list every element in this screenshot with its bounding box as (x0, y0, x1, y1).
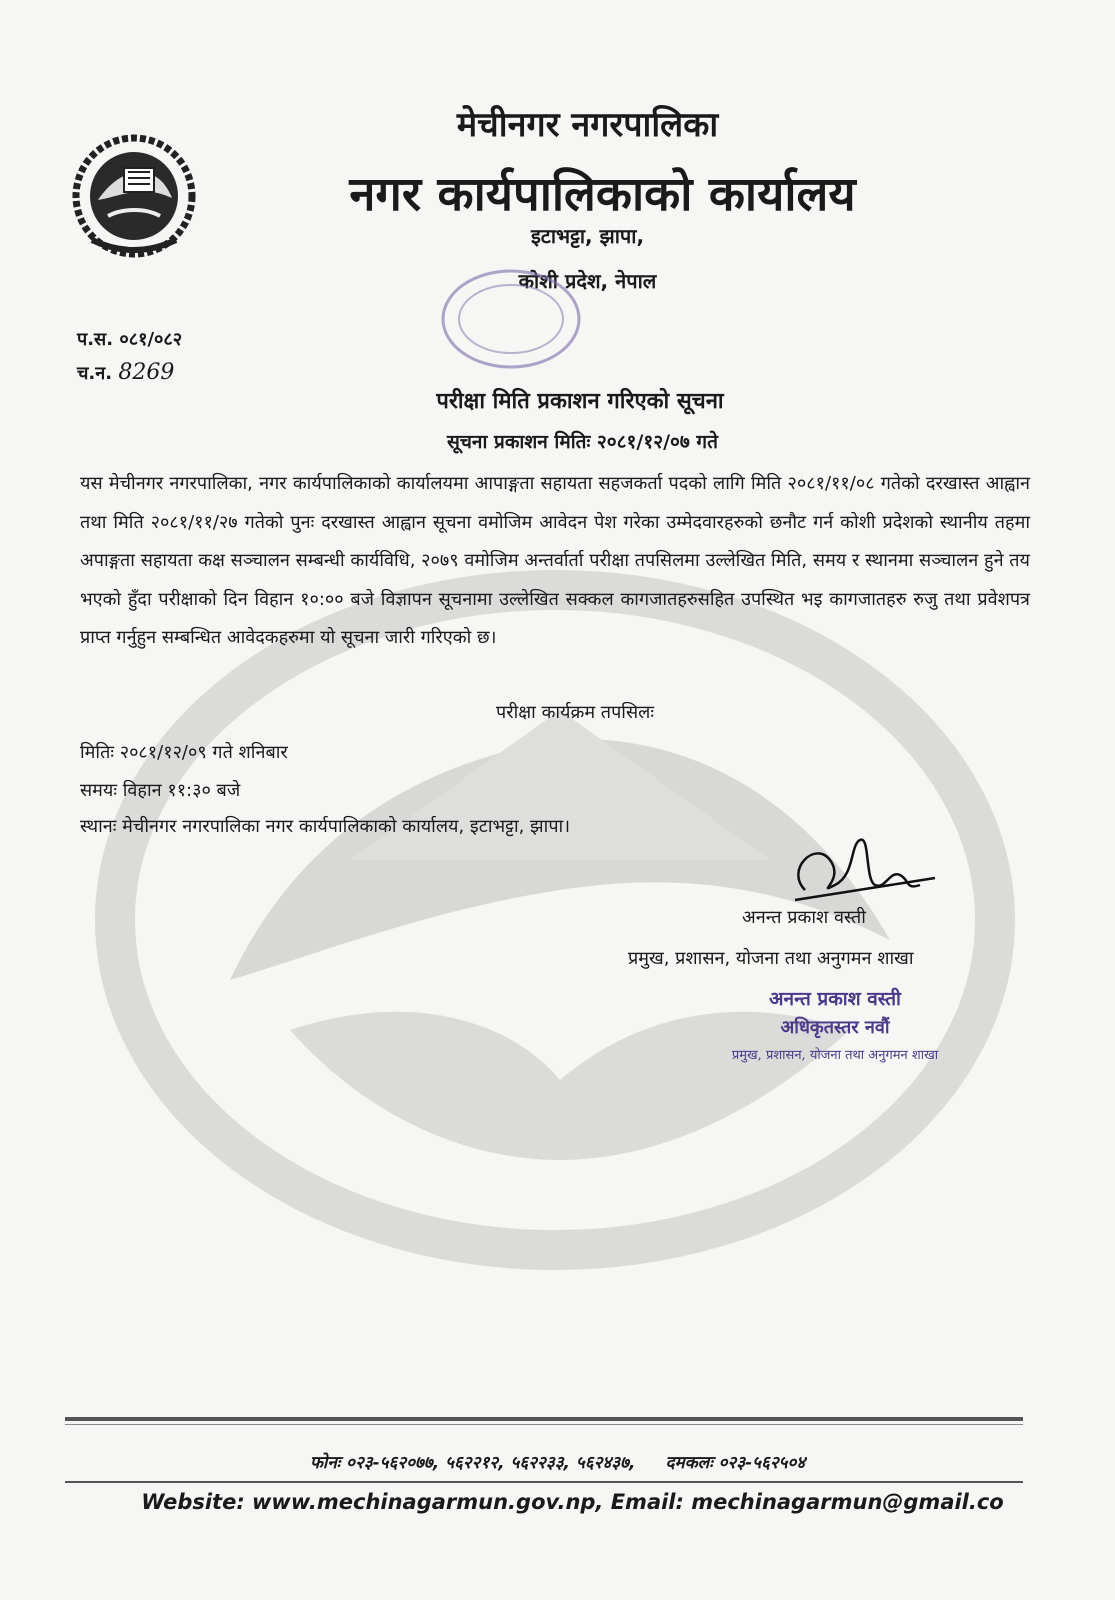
ps-label: प.स. (77, 329, 114, 350)
phone-numbers: फोनः ०२३-५६२०७७, ५६२२१२, ५६२२३३, ५६२४३७, (309, 1453, 636, 1473)
seal-name: अनन्त प्रकाश वस्ती (769, 988, 901, 1010)
notice-title: परीक्षा मिति प्रकाशन गरिएको सूचना (436, 389, 724, 414)
exam-time: समयः विहान ११:३० बजे (80, 780, 241, 801)
reference-ps (77, 327, 182, 351)
signatory-role: प्रमुख, प्रशासन, योजना तथा अनुगमन शाखा (628, 948, 914, 969)
fire-number: दमकलः ०२३-५६२५०४ (665, 1453, 806, 1473)
exam-date: मितिः २०८१/१२/०९ गते शनिबार (80, 742, 288, 763)
seal-rank: अधिकृतस्तर नवौं (780, 1017, 890, 1038)
office-name: नगर कार्यपालिकाको कार्यालय (349, 167, 856, 222)
seal-role: प्रमुख, प्रशासन, योजना तथा अनुगमन शाखा (731, 1048, 939, 1063)
cn-label: च.न. (77, 363, 113, 384)
footer-divider-thin (65, 1424, 1023, 1425)
footer-divider-thick (65, 1417, 1023, 1421)
notice-body: यस मेचीनगर नगरपालिका, नगर कार्यपालिकाको कार्यालयमा आपाङ्गता सहायता सहजकर्ता पदको लागि मिति २०८१/११/०८ गतेको दरखास्त आह्वान तथा मिति २०८१/११/२७ गतेको पुनः दरखास्त आह्वान सूचना वमोजिम आवेदन पेश गरेका उम्मेदवारहरुको छनौट गर्न कोशी प्रदेशको स्थानीय तहमा अपाङ्गता सहायता कक्ष सञ्चालन सम्बन्धी कार्यविधि, २०७९ वमोजिम अन्तर्वार्ता परीक्षा तपसिलमा उल्लेखित मिति, समय र स्थानमा सञ्चालन हुने तय भएको हुँदा परीक्षाको दिन विहान १०:०० बजे विज्ञापन सूचनामा उल्लेखित सक्कल कागजातहरुसहित उपस्थित भइ कागजातहरु रुजु तथा प्रवेशपत्र प्राप्त गर्नुहुन सम्बन्धित आवेदकहरुमा यो सूचना जारी गरिएको छ। (80, 473, 1030, 648)
office-stamp (436, 264, 586, 374)
address-line-1: इटाभट्टा, झापा, (530, 224, 645, 248)
publish-date: सूचना प्रकाशन मितिः २०८१/१२/०७ गते (447, 431, 718, 453)
footer-divider-bottom (65, 1481, 1023, 1483)
footer-contacts (0, 1450, 1115, 1473)
reference-cn (77, 360, 174, 385)
address-line-2: कोशी प्रदेश, नेपाल (518, 269, 657, 293)
emblem-watermark (90, 560, 1020, 1300)
signatory-name: अनन्त प्रकाश वस्ती (742, 907, 866, 928)
website-email: Website: www.mechinagarmun.gov.np, Email: mechinagarmun@gmail.co (141, 1490, 1004, 1514)
municipality-name: मेचीनगर नगरपालिका (456, 105, 719, 145)
signatory-seal (700, 985, 970, 1063)
cn-value: 8269 (118, 360, 175, 385)
ps-value: ०८१/०८२ (119, 329, 183, 350)
program-heading: परीक्षा कार्यक्रम तपसिलः (496, 702, 654, 723)
exam-venue: स्थानः मेचीनगर नगरपालिका नगर कार्यपालिकाको कार्यालय, इटाभट्टा, झापा। (80, 816, 571, 837)
